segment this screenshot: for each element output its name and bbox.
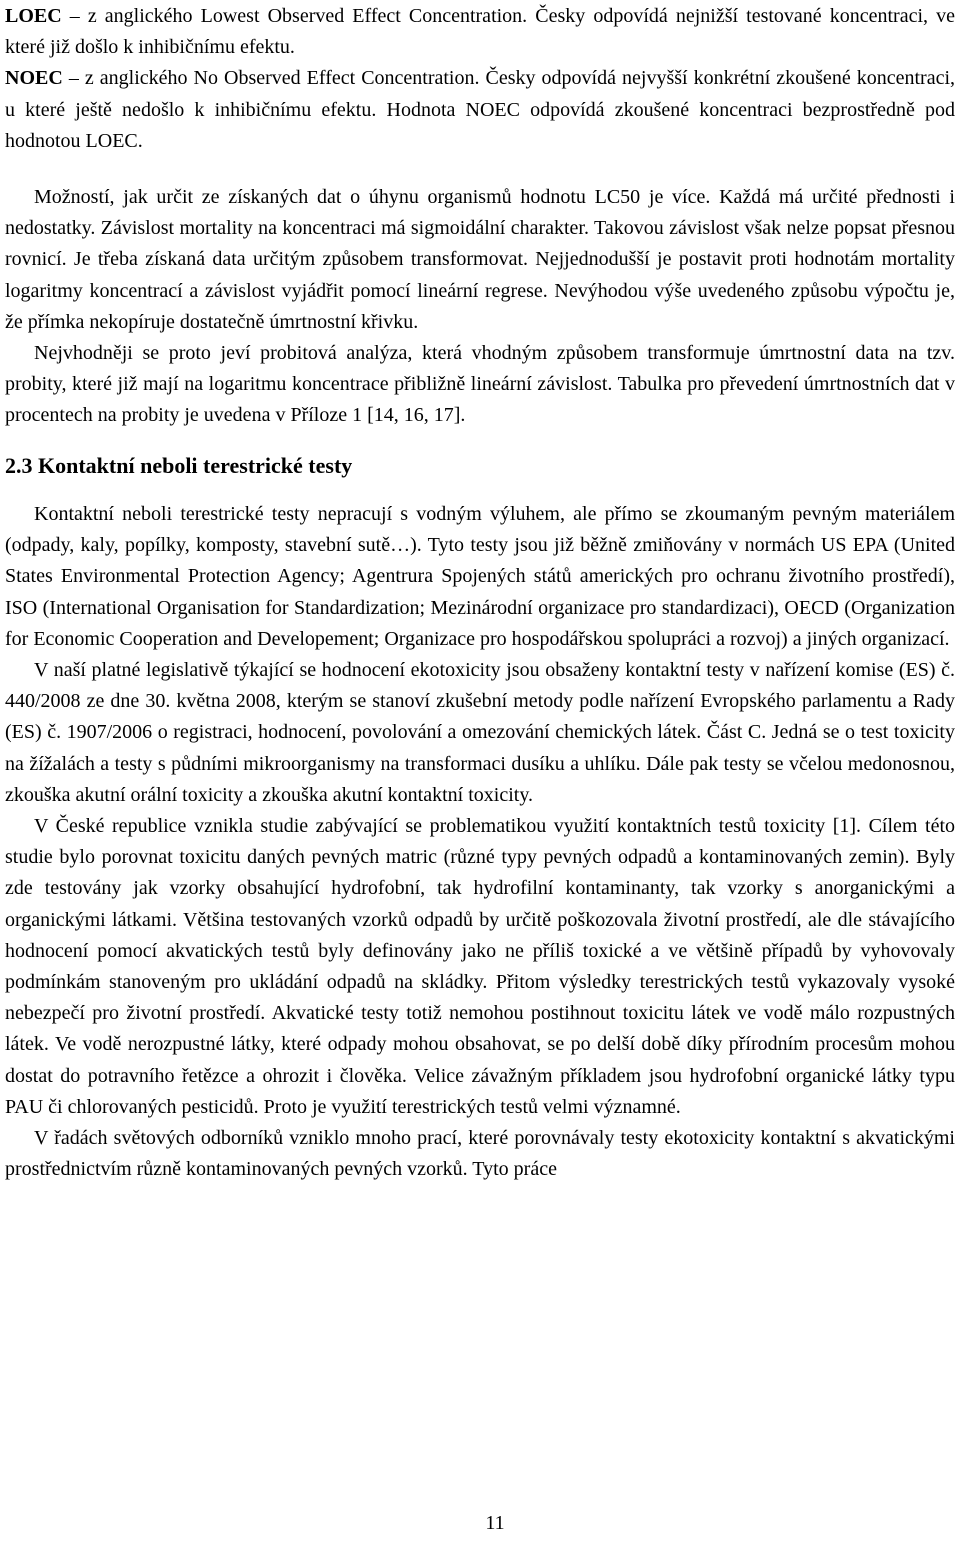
section-heading [5,450,955,481]
paragraph: V naší platné legislativě týkající se hodnocení ekotoxicity jsou obsaženy kontaktní testy v nařízení komise (ES) č. 440/2008 ze dne 30. května 2008, kterým se stanoví zkušební metody podle nařízení Evropského parlamentu a Rady (ES) č. 1907/2006 o registraci, hodnocení, povolování a omezování chemických látek. Část C. Jedná se o test toxicity na žížalách a testy s půdními mikroorganismy na transformaci dusíku a uhlíku. Dále pak testy se včelou medonosnou, zkouška akutní orální toxicity a zkouška akutní kontaktní toxicity. [5,658,955,806]
paragraph: V České republice vznikla studie zabývající se problematikou využití kontaktních testů toxicity [1]. Cílem této studie bylo porovnat toxicitu daných pevných matric (různé typy pevných odpadů a kontaminovaných zemin). Byly zde testovány jak vzorky obsahující hydrofobní, tak hydrofilní kontaminanty, tak vzorky s anorganickými a organickými látkami. Většina testovaných vzorků odpadů by určitě poškozovala životní prostředí, ale dle stávajícího hodnocení pomocí akvatických testů byly definovány jako ne příliš toxické a ve většině případů by vyhovovaly podmínkám stanoveným pro ukládání odpadů na skládky. Přitom výsledky terestrických testů vykazovaly vysoké nebezpečí pro životní prostředí. Akvatické testy totiž nemohou postihnout toxicitu látek ve vodě málo rozpustných látek. Ve vodě nerozpustné látky, které odpady mohou obsahovat, se po delší době díky přírodním procesům mohou dostat do potravního řetězce a ohrozit i člověka. Velice závažným příkladem jsou hydrofobní organické látky typu PAU či chlorovaných pesticidů. Proto je využití terestrických testů velmi významné. [5,814,955,1118]
definition-noec [5,63,955,157]
definitions [5,0,955,157]
definition-term: LOEC [5,5,62,27]
definition-text: – z anglického Lowest Observed Effect Concentration. Česky odpovídá nejnižší testované koncentraci, ve které již došlo k inhibičnímu efektu. [5,5,955,59]
document-page [5,0,955,1185]
page-number: 11 [485,1512,505,1534]
paragraph: Možností, jak určit ze získaných dat o úhynu organismů hodnotu LC50 je více. Každá má určité přednosti i nedostatky. Závislost mortality na koncentraci má sigmoidální charakter. Takovou závislost však nelze popsat přesnou rovnicí. Je třeba získaná data určitým způsobem transformovat. Nejjednodušší je postavit proti hodnotám mortality logaritmy koncentrací a závislost vyjádřit pomocí lineární regrese. Nevýhodou výše uvedeného způsobu výpočtu je, že přímka nekopíruje dostatečně úmrtnostní křivku. [5,186,955,333]
section-title: Kontaktní neboli terestrické testy [38,452,353,478]
section-body [5,499,955,1185]
definition-term: NOEC [5,67,63,90]
section-number: 2.3 [5,452,33,478]
definition-text: – z anglického No Observed Effect Concentration. Česky odpovídá nejvyšší konkrétní zkoušené koncentraci, u které ještě nedošlo k inhibičnímu efektu. Hodnota NOEC odpovídá zkoušené koncentraci bezprostředně pod hodnotou LOEC. [5,67,955,152]
paragraph: V řadách světových odborníků vzniklo mnoho prací, které porovnávaly testy ekotoxicity kontaktní s akvatickými prostřednictvím různě kontaminovaných pevných vzorků. Tyto práce [5,1126,955,1181]
paragraph: Kontaktní neboli terestrické testy nepracují s vodným výluhem, ale přímo se zkoumaným pevným materiálem (odpady, kaly, popílky, komposty, stavební sutě…). Tyto testy jsou již běžně zmiňovány v normách US EPA (United States Environmental Protection Agency; Agentrura Spojených států amerických pro ochranu životního prostředí), ISO (International Organisation for Standardization; Mezinárodní organizace pro standardizaci), OECD (Organization for Economic Cooperation and Developement; Organizace pro hospodářskou spolupráci a rozvoj) a jiných organizací. [5,502,955,650]
definition-loec [5,1,955,63]
paragraph: Nejvhodněji se proto jeví probitová analýza, která vhodným způsobem transformuje úmrtnostní data na tzv. probity, které již mají na logaritmu koncentrace přibližně lineární závislost. Tabulka pro převedení úmrtnostních dat v procentech na probity je uvedena v Příloze 1 [14, 16, 17]. [5,342,955,427]
